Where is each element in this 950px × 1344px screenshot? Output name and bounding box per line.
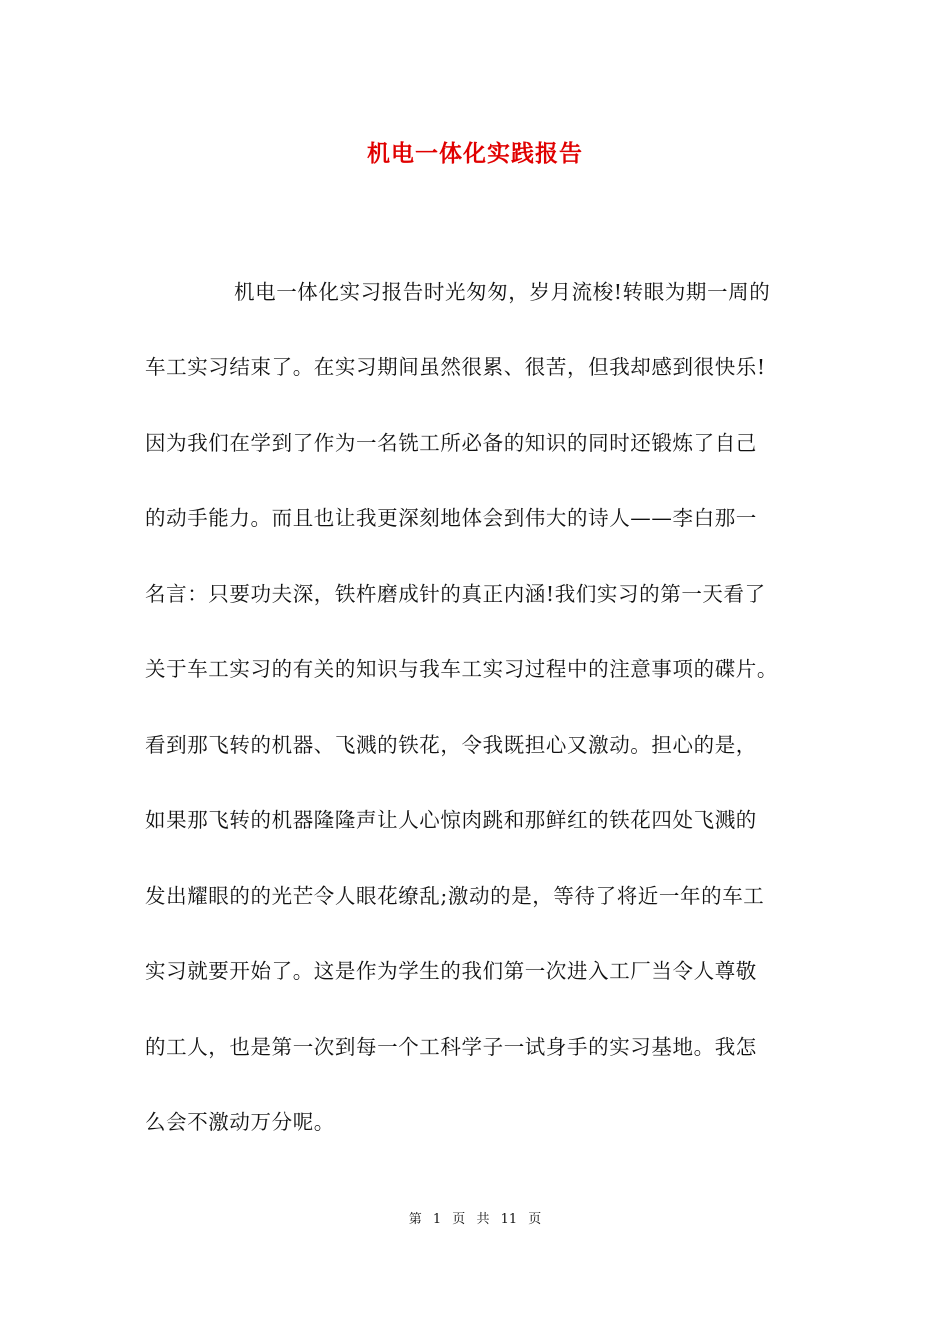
paragraph-line: 实习就要开始了。这是作为学生的我们第一次进入工厂当令人尊敬 bbox=[145, 959, 757, 983]
paragraph-line: 发出耀眼的的光芒令人眼花缭乱;激动的是，等待了将近一年的车工 bbox=[145, 884, 765, 908]
paragraph-line: 关于车工实习的有关的知识与我车工实习过程中的注意事项的碟片。 bbox=[145, 657, 778, 681]
paragraph-line: 看到那飞转的机器、飞溅的铁花，令我既担心又激动。担心的是， bbox=[145, 733, 757, 757]
footer-total-prefix: 共 bbox=[476, 1212, 490, 1227]
paragraph-line: 车工实习结束了。在实习期间虽然很累、很苦，但我却感到很快乐! bbox=[145, 355, 766, 379]
footer-page-number: 1 bbox=[432, 1212, 442, 1227]
paragraph-line: 名言：只要功夫深，铁杵磨成针的真正内涵!我们实习的第一天看了 bbox=[145, 582, 766, 606]
paragraph-line: 因为我们在学到了作为一名铣工所必备的知识的同时还锻炼了自己 bbox=[145, 431, 757, 455]
document-title: 机电一体化实践报告 bbox=[367, 140, 583, 167]
footer-total-unit: 页 bbox=[528, 1212, 542, 1227]
paragraph-line: 的动手能力。而且也让我更深刻地体会到伟大的诗人——李白那一 bbox=[145, 506, 757, 530]
page-footer bbox=[0, 1208, 950, 1227]
footer-total-pages: 11 bbox=[500, 1212, 518, 1227]
paragraph-line: 么会不激动万分呢。 bbox=[145, 1110, 335, 1134]
paragraph-line: 的工人，也是第一次到每一个工科学子一试身手的实习基地。我怎 bbox=[145, 1035, 757, 1059]
footer-page-unit: 页 bbox=[452, 1212, 466, 1227]
paragraph-line: 如果那飞转的机器隆隆声让人心惊肉跳和那鲜红的铁花四处飞溅的 bbox=[145, 808, 757, 832]
footer-prefix: 第 bbox=[408, 1212, 422, 1227]
paragraph-line: 机电一体化实习报告时光匆匆，岁月流梭!转眼为期一周的 bbox=[234, 280, 771, 304]
